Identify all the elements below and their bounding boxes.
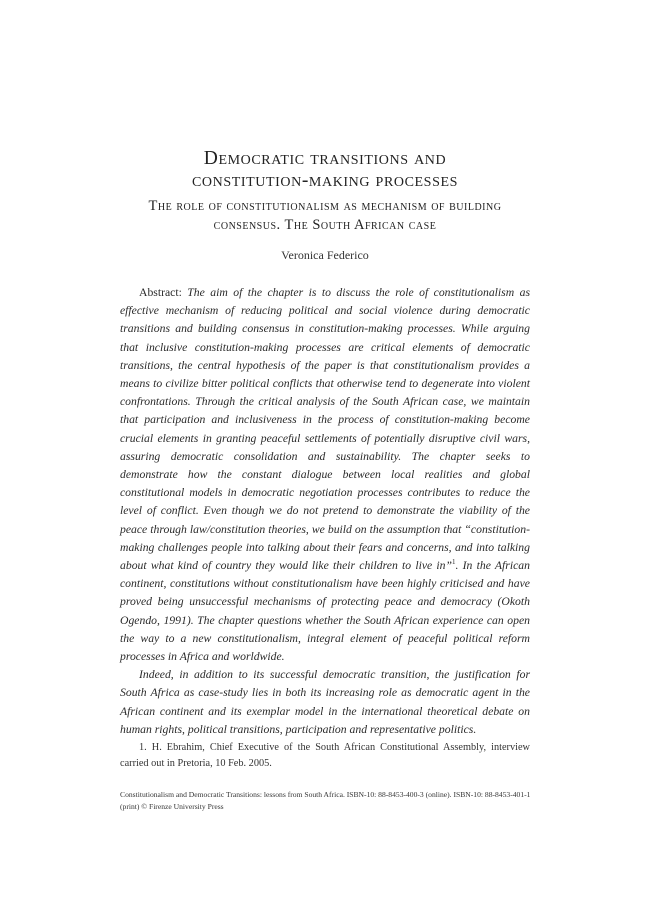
footnote: [120, 740, 530, 772]
chapter-subtitle-line-2: consensus. The South African case: [213, 217, 437, 233]
abstract-paragraph-2: [120, 666, 530, 739]
chapter-title-line-2: constitution-making processes: [191, 170, 458, 191]
chapter-subtitle-line-1: The role of constitutionalism as mechanism of building: [148, 198, 502, 214]
footnote-text: 1. H. Ebrahim, Chief Executive of the South African Constitutional Assembly, interview carried out in Pretoria, 10 Feb. 2005.: [120, 742, 530, 769]
chapter-subtitle: [108, 197, 542, 235]
abstract-label: Abstract:: [139, 286, 182, 299]
author-name: Veronica Federico: [281, 248, 369, 262]
abstract-text-part-1: The aim of the chapter is to discuss the role of constitutionalism as effective mechanism of reducing political and social violence during democratic transitions and building consensus in constitution-making processes. While arguing that inclusive constitution-making processes are critical elements of democratic transitions, the central hypothesis of the paper is that constitutionalism provides a means to civilize bitter political conflicts that otherwise tend to degenerate into violent confrontations. Through the critical analysis of the South African case, we maintain that participation and inclusiveness in the process of constitution-making become crucial elements in granting peaceful settlements of potentially disruptive civil wars, assuring democratic consolidation and sustainability. The chapter seeks to demonstrate how the constant dialogue between local realities and global constitutional models in democratic negotiation processes contributes to reduce the level of conflict. Even though we do not pretend to demonstrate the viability of the peace through law/constitution theories, we build on the assumption that “constitution-making challenges people into talking about their fears and concerns, and into talking about what kind of country they would like their children to live in”: [120, 286, 530, 573]
chapter-title: [100, 148, 550, 192]
footnote-reference[interactable]: 1: [452, 558, 456, 567]
abstract-text-part-3: Indeed, in addition to its successful democratic transition, the justification for South Africa as case-study lies in both its increasing role as democratic agent in the African continent and its exemplar model in the international theoretical debate on human rights, political transitions, participation and representative politics.: [120, 668, 530, 736]
abstract-paragraph-1: [120, 284, 530, 666]
chapter-title-line-1: Democratic transitions and: [203, 148, 447, 169]
abstract: [120, 284, 530, 739]
abstract-text-part-2: . In the African continent, constitutions without constitutionalism have been highly criticised and have proved being unsuccessful mechanisms of protecting peace and democracy (Okoth Ogendo, 1991). The chapter questions whether the South African experience can open the way to a new constitutionalism, integral element of peaceful political reform processes in Africa and worldwide.: [120, 559, 530, 664]
publication-imprint: Constitutionalism and Democratic Transitions: lessons from South Africa. ISBN-10: 88-8453-400-3 (online). ISBN-10: 88-8453-401-1 (print) © Firenze University Press: [120, 790, 531, 811]
